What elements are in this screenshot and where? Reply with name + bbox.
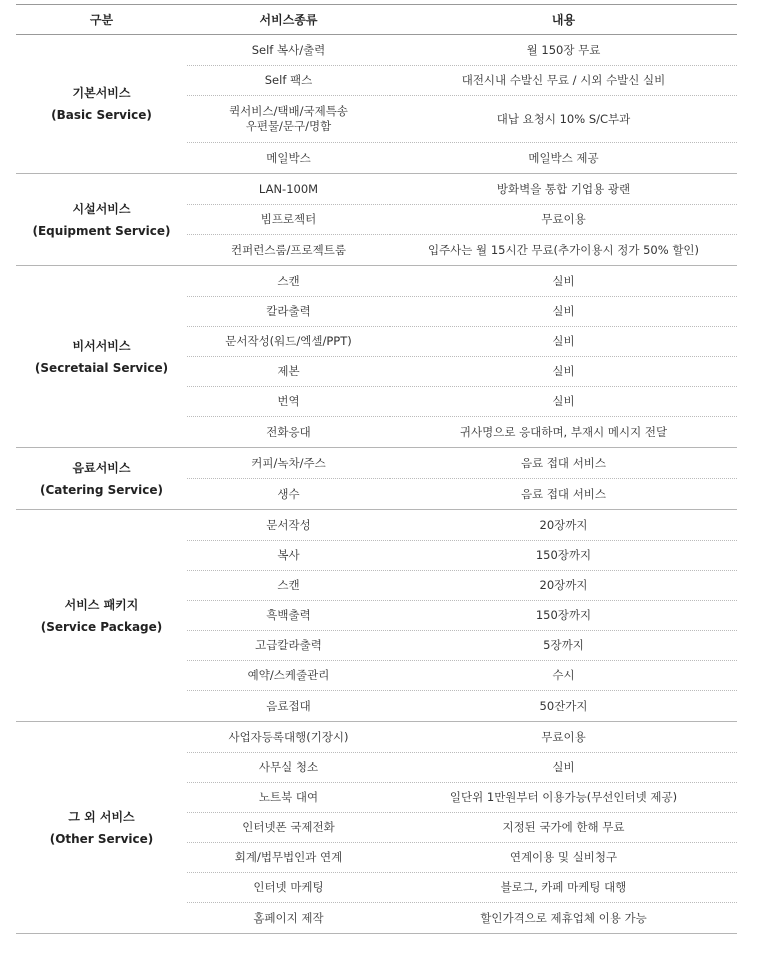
service-type-text: 생수	[277, 486, 300, 501]
content-cell: 실비	[390, 327, 737, 357]
content-cell: 실비	[390, 357, 737, 387]
service-type-text: 퀵서비스/택배/국제특송	[229, 104, 348, 118]
category-cell	[16, 174, 187, 266]
service-type-text: 빔프로젝터	[260, 212, 317, 226]
service-type-cell	[187, 143, 390, 174]
service-type-text: 전화응대	[266, 424, 311, 439]
content-cell: 대납 요청시 10% S/C부과	[390, 96, 737, 143]
service-type-cell	[187, 873, 390, 903]
service-type-cell	[187, 448, 390, 479]
service-type-cell	[187, 297, 390, 327]
table-row	[16, 722, 737, 753]
content-cell: 지정된 국가에 한해 무료	[390, 813, 737, 843]
service-type-cell	[187, 96, 390, 143]
service-type-text: Self 복사/출력	[251, 42, 326, 57]
service-type-cell	[187, 417, 390, 448]
service-type-text: 번역	[277, 394, 300, 408]
service-type-text: 사업자등록대행(기장시)	[228, 729, 349, 744]
category-cell	[16, 266, 187, 448]
service-type-text: 문서작성(워드/엑셀/PPT)	[225, 334, 352, 348]
service-type-cell	[187, 510, 390, 541]
service-type-cell	[187, 235, 390, 266]
content-cell: 연계이용 및 실비청구	[390, 843, 737, 873]
service-type-text: 스캔	[277, 273, 300, 288]
service-type-text: 문서작성	[266, 517, 311, 532]
service-type-text: 고급칼라출력	[255, 638, 322, 652]
service-type-cell	[187, 661, 390, 691]
content-cell: 실비	[390, 266, 737, 297]
content-cell: 대전시내 수발신 무료 / 시외 수발신 실비	[390, 66, 737, 96]
content-cell: 50잔가지	[390, 691, 737, 722]
content-cell: 일단위 1만원부터 이용가능(무선인터넷 제공)	[390, 783, 737, 813]
service-type-cell	[187, 541, 390, 571]
service-type-cell	[187, 813, 390, 843]
content-cell: 할인가격으로 제휴업체 이용 가능	[390, 903, 737, 934]
service-type-text: 커피/녹차/주스	[251, 455, 326, 470]
content-cell: 실비	[390, 387, 737, 417]
table-row	[16, 448, 737, 479]
service-type-text: 인터넷 마케팅	[253, 880, 324, 894]
service-type-text: 홈페이지 제작	[253, 910, 324, 925]
table-row	[16, 35, 737, 66]
category-cell	[16, 448, 187, 510]
content-cell: 월 150장 무료	[390, 35, 737, 66]
service-type-text: 회계/법무법인과 연계	[234, 850, 343, 864]
service-type-text: 칼라출력	[266, 304, 311, 318]
content-cell: 귀사명으로 응대하며, 부재시 메시지 전달	[390, 417, 737, 448]
content-cell: 150장까지	[390, 601, 737, 631]
content-cell: 무료이용	[390, 722, 737, 753]
service-type-cell	[187, 35, 390, 66]
category-name-en: (Other Service)	[49, 831, 154, 846]
content-cell: 무료이용	[390, 205, 737, 235]
service-type-cell	[187, 903, 390, 934]
service-type-text: 제본	[277, 364, 300, 378]
service-type-cell	[187, 205, 390, 235]
content-cell: 입주사는 월 15시간 무료(추가이용시 정가 50% 할인)	[390, 235, 737, 266]
category-name-ko: 음료서비스	[72, 460, 131, 475]
header-category: 구분	[16, 5, 187, 35]
service-type-text: 인터넷폰 국제전화	[242, 820, 335, 834]
service-type-text: Self 팩스	[264, 73, 313, 87]
content-cell: 20장까지	[390, 510, 737, 541]
content-cell: 음료 접대 서비스	[390, 448, 737, 479]
service-type-text: 흑백출력	[266, 608, 311, 622]
table-body	[16, 35, 737, 934]
service-type-cell	[187, 631, 390, 661]
category-cell	[16, 35, 187, 174]
category-name-ko: 그 외 서비스	[68, 809, 135, 824]
service-type-cell	[187, 357, 390, 387]
service-type-cell	[187, 387, 390, 417]
content-cell: 블로그, 카페 마케팅 대행	[390, 873, 737, 903]
category-name-ko: 시설서비스	[72, 201, 131, 216]
service-type-cell	[187, 722, 390, 753]
service-type-text: 메일박스	[266, 150, 311, 165]
category-name-en: (Catering Service)	[40, 482, 163, 497]
service-type-text: 복사	[277, 548, 300, 562]
content-cell: 메일박스 제공	[390, 143, 737, 174]
service-type-cell	[187, 601, 390, 631]
service-type-cell	[187, 753, 390, 783]
service-table	[16, 4, 737, 934]
content-cell: 방화벽을 통합 기업용 광랜	[390, 174, 737, 205]
category-name-ko: 기본서비스	[72, 86, 131, 100]
service-type-cell	[187, 571, 390, 601]
content-cell: 20장까지	[390, 571, 737, 601]
category-name-ko: 비서서비스	[72, 338, 131, 353]
category-name-ko: 서비스 패키지	[64, 597, 139, 612]
service-type-cell	[187, 479, 390, 510]
category-cell	[16, 722, 187, 934]
category-name-en: (Equipment Service)	[32, 223, 171, 238]
content-cell: 실비	[390, 753, 737, 783]
table-row	[16, 266, 737, 297]
category-name-en: (Secretaial Service)	[34, 360, 169, 375]
category-name-en: (Basic Service)	[51, 108, 152, 122]
header-service-type: 서비스종류	[187, 5, 390, 35]
service-type-cell	[187, 843, 390, 873]
content-cell: 수시	[390, 661, 737, 691]
service-type-cell	[187, 691, 390, 722]
service-type-text: 음료접대	[266, 698, 311, 713]
service-type-text: 예약/스케줄관리	[247, 668, 330, 682]
service-type-text: 컨퍼런스룸/프로젝트룸	[231, 242, 346, 257]
content-cell: 150장까지	[390, 541, 737, 571]
content-cell: 음료 접대 서비스	[390, 479, 737, 510]
table-row	[16, 174, 737, 205]
service-type-text-line2: 우편물/문구/명함	[245, 119, 332, 133]
content-cell: 5장까지	[390, 631, 737, 661]
service-type-text: 스캔	[277, 578, 300, 592]
service-type-text: 사무실 청소	[258, 760, 319, 774]
service-type-cell	[187, 327, 390, 357]
service-type-text: 노트북 대여	[258, 790, 319, 804]
service-type-text: LAN-100M	[258, 181, 319, 196]
header-content: 내용	[390, 5, 737, 35]
service-type-cell	[187, 266, 390, 297]
service-type-cell	[187, 783, 390, 813]
category-name-en: (Service Package)	[40, 619, 163, 634]
service-type-cell	[187, 174, 390, 205]
category-cell	[16, 510, 187, 722]
table-header-row	[16, 5, 737, 35]
table-row	[16, 510, 737, 541]
content-cell: 실비	[390, 297, 737, 327]
service-type-cell	[187, 66, 390, 96]
